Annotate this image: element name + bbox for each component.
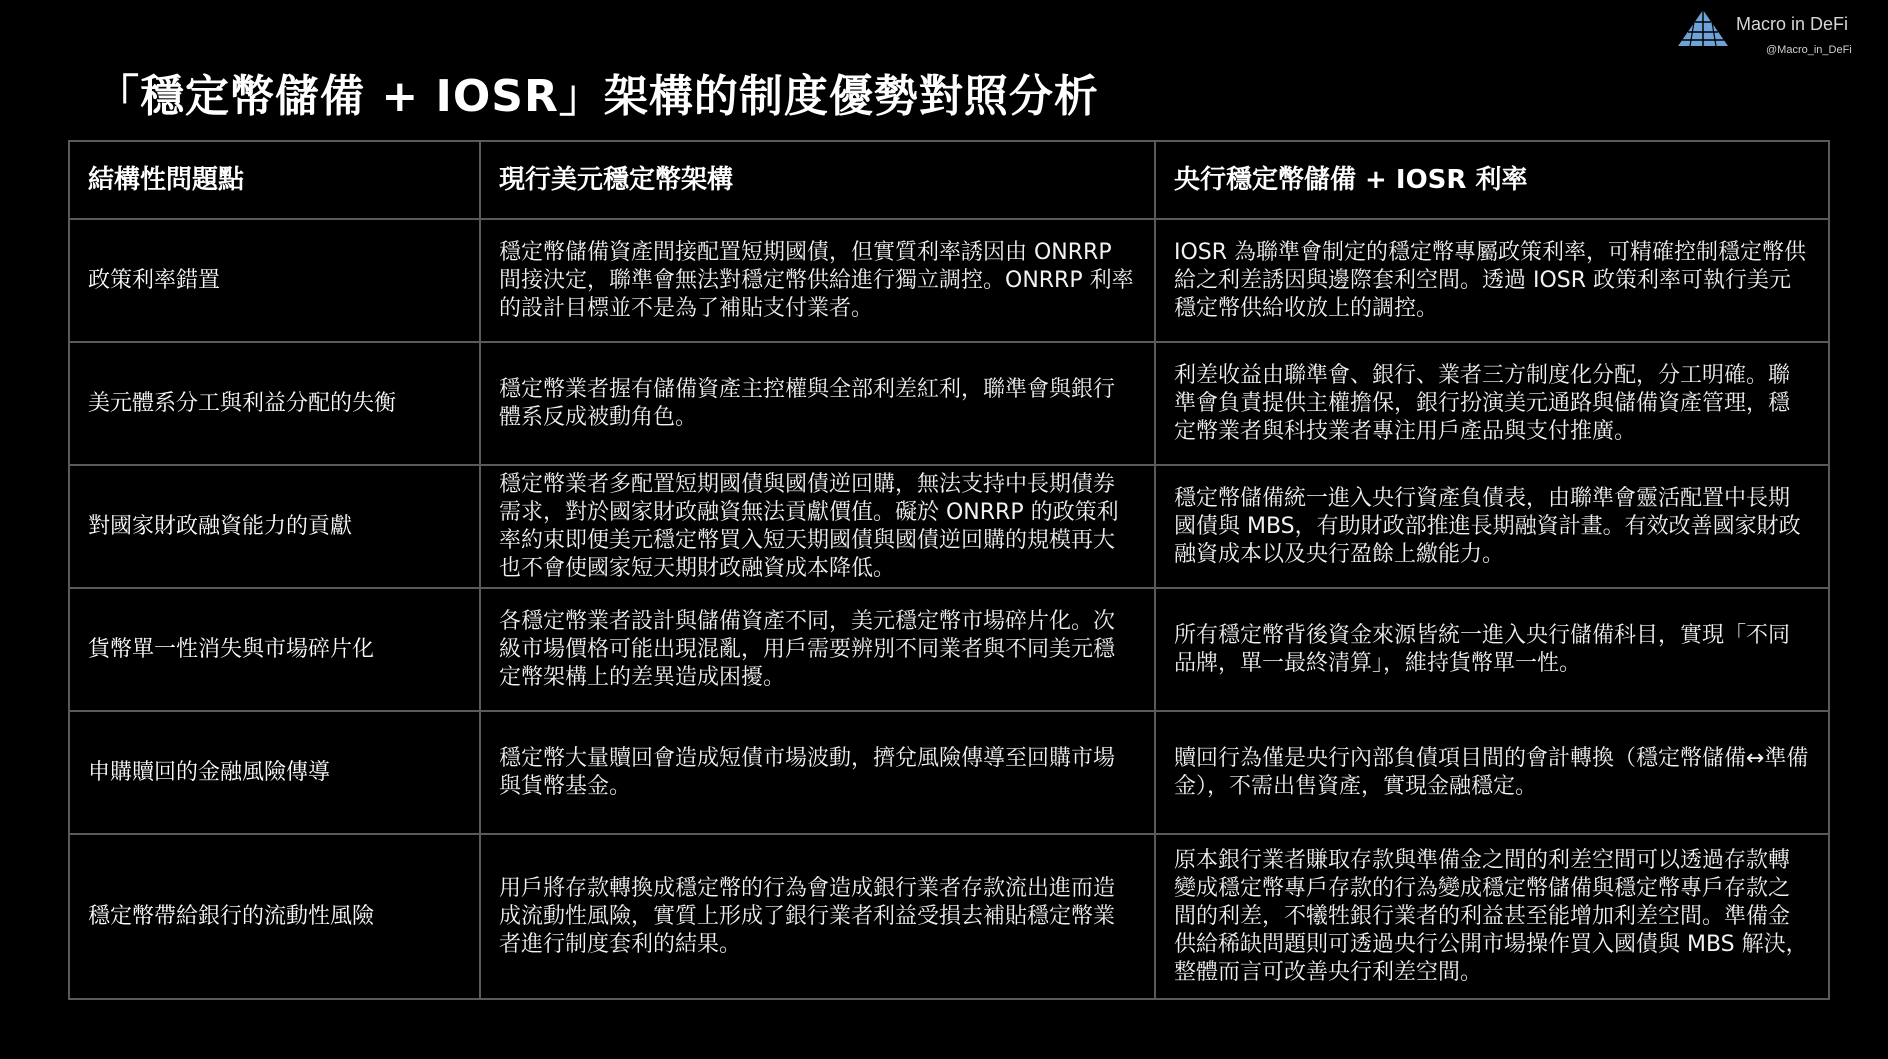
column-header-current: 現行美元穩定幣架構 — [480, 141, 1155, 219]
issue-cell: 美元體系分工與利益分配的失衡 — [69, 342, 480, 465]
issue-cell: 穩定幣帶給銀行的流動性風險 — [69, 834, 480, 999]
comparison-table — [68, 140, 1830, 1000]
table-row — [69, 465, 1829, 588]
issue-cell: 政策利率錯置 — [69, 219, 480, 342]
table-row — [69, 588, 1829, 711]
current-cell: 各穩定幣業者設計與儲備資產不同，美元穩定幣市場碎片化。次級市場價格可能出現混亂，用戶需要辨別不同業者與不同美元穩定幣架構上的差異造成困擾。 — [480, 588, 1155, 711]
table-header-row — [69, 141, 1829, 219]
brand-name: Macro in DeFi — [1736, 14, 1849, 34]
pyramid-logo-icon — [1674, 8, 1732, 50]
current-cell: 用戶將存款轉換成穩定幣的行為會造成銀行業者存款流出進而造成流動性風險，實質上形成了銀行業者利益受損去補貼穩定幣業者進行制度套利的結果。 — [480, 834, 1155, 999]
column-header-issue: 結構性問題點 — [69, 141, 480, 219]
table-row — [69, 834, 1829, 999]
table-row — [69, 342, 1829, 465]
proposed-cell: 贖回行為僅是央行內部負債項目間的會計轉換（穩定幣儲備↔準備金），不需出售資產，實現金融穩定。 — [1155, 711, 1829, 834]
issue-cell: 申購贖回的金融風險傳導 — [69, 711, 480, 834]
table-row — [69, 219, 1829, 342]
proposed-cell: 穩定幣儲備統一進入央行資產負債表，由聯準會靈活配置中長期國債與 MBS，有助財政部推進長期融資計畫。有效改善國家財政融資成本以及央行盈餘上繳能力。 — [1155, 465, 1829, 588]
current-cell: 穩定幣大量贖回會造成短債市場波動，擠兌風險傳導至回購市場與貨幣基金。 — [480, 711, 1155, 834]
proposed-cell: IOSR 為聯準會制定的穩定幣專屬政策利率，可精確控制穩定幣供給之利差誘因與邊際套利空間。透過 IOSR 政策利率可執行美元穩定幣供給收放上的調控。 — [1155, 219, 1829, 342]
proposed-cell: 原本銀行業者賺取存款與準備金之間的利差空間可以透過存款轉變成穩定幣專戶存款的行為變成穩定幣儲備與穩定幣專戶存款之間的利差，不犧牲銀行業者的利益甚至能增加利差空間。準備金供給稀缺問題則可透過央行公開市場操作買入國債與 MBS 解決，整體而言可改善央行利差空間。 — [1155, 834, 1829, 999]
table-row — [69, 711, 1829, 834]
issue-cell: 貨幣單一性消失與市場碎片化 — [69, 588, 480, 711]
proposed-cell: 利差收益由聯準會、銀行、業者三方制度化分配，分工明確。聯準會負責提供主權擔保，銀行扮演美元通路與儲備資產管理，穩定幣業者與科技業者專注用戶產品與支付推廣。 — [1155, 342, 1829, 465]
page-title: 「穩定幣儲備 + IOSR」架構的制度優勢對照分析 — [95, 71, 1099, 122]
brand-handle: @Macro_in_DeFi — [1766, 44, 1852, 56]
column-header-proposed: 央行穩定幣儲備 + IOSR 利率 — [1155, 141, 1829, 219]
current-cell: 穩定幣業者多配置短期國債與國債逆回購，無法支持中長期債券需求，對於國家財政融資無法貢獻價值。礙於 ONRRP 的政策利率約束即便美元穩定幣買入短天期國債與國債逆回購的規模再大也不會使國家短天期財政融資成本降低。 — [480, 465, 1155, 588]
brand-logo — [1674, 6, 1874, 54]
issue-cell: 對國家財政融資能力的貢獻 — [69, 465, 480, 588]
current-cell: 穩定幣儲備資產間接配置短期國債，但實質利率誘因由 ONRRP 間接決定，聯準會無法對穩定幣供給進行獨立調控。ONRRP 利率的設計目標並不是為了補貼支付業者。 — [480, 219, 1155, 342]
current-cell: 穩定幣業者握有儲備資產主控權與全部利差紅利，聯準會與銀行體系反成被動角色。 — [480, 342, 1155, 465]
proposed-cell: 所有穩定幣背後資金來源皆統一進入央行儲備科目，實現「不同品牌，單一最終清算」，維持貨幣單一性。 — [1155, 588, 1829, 711]
